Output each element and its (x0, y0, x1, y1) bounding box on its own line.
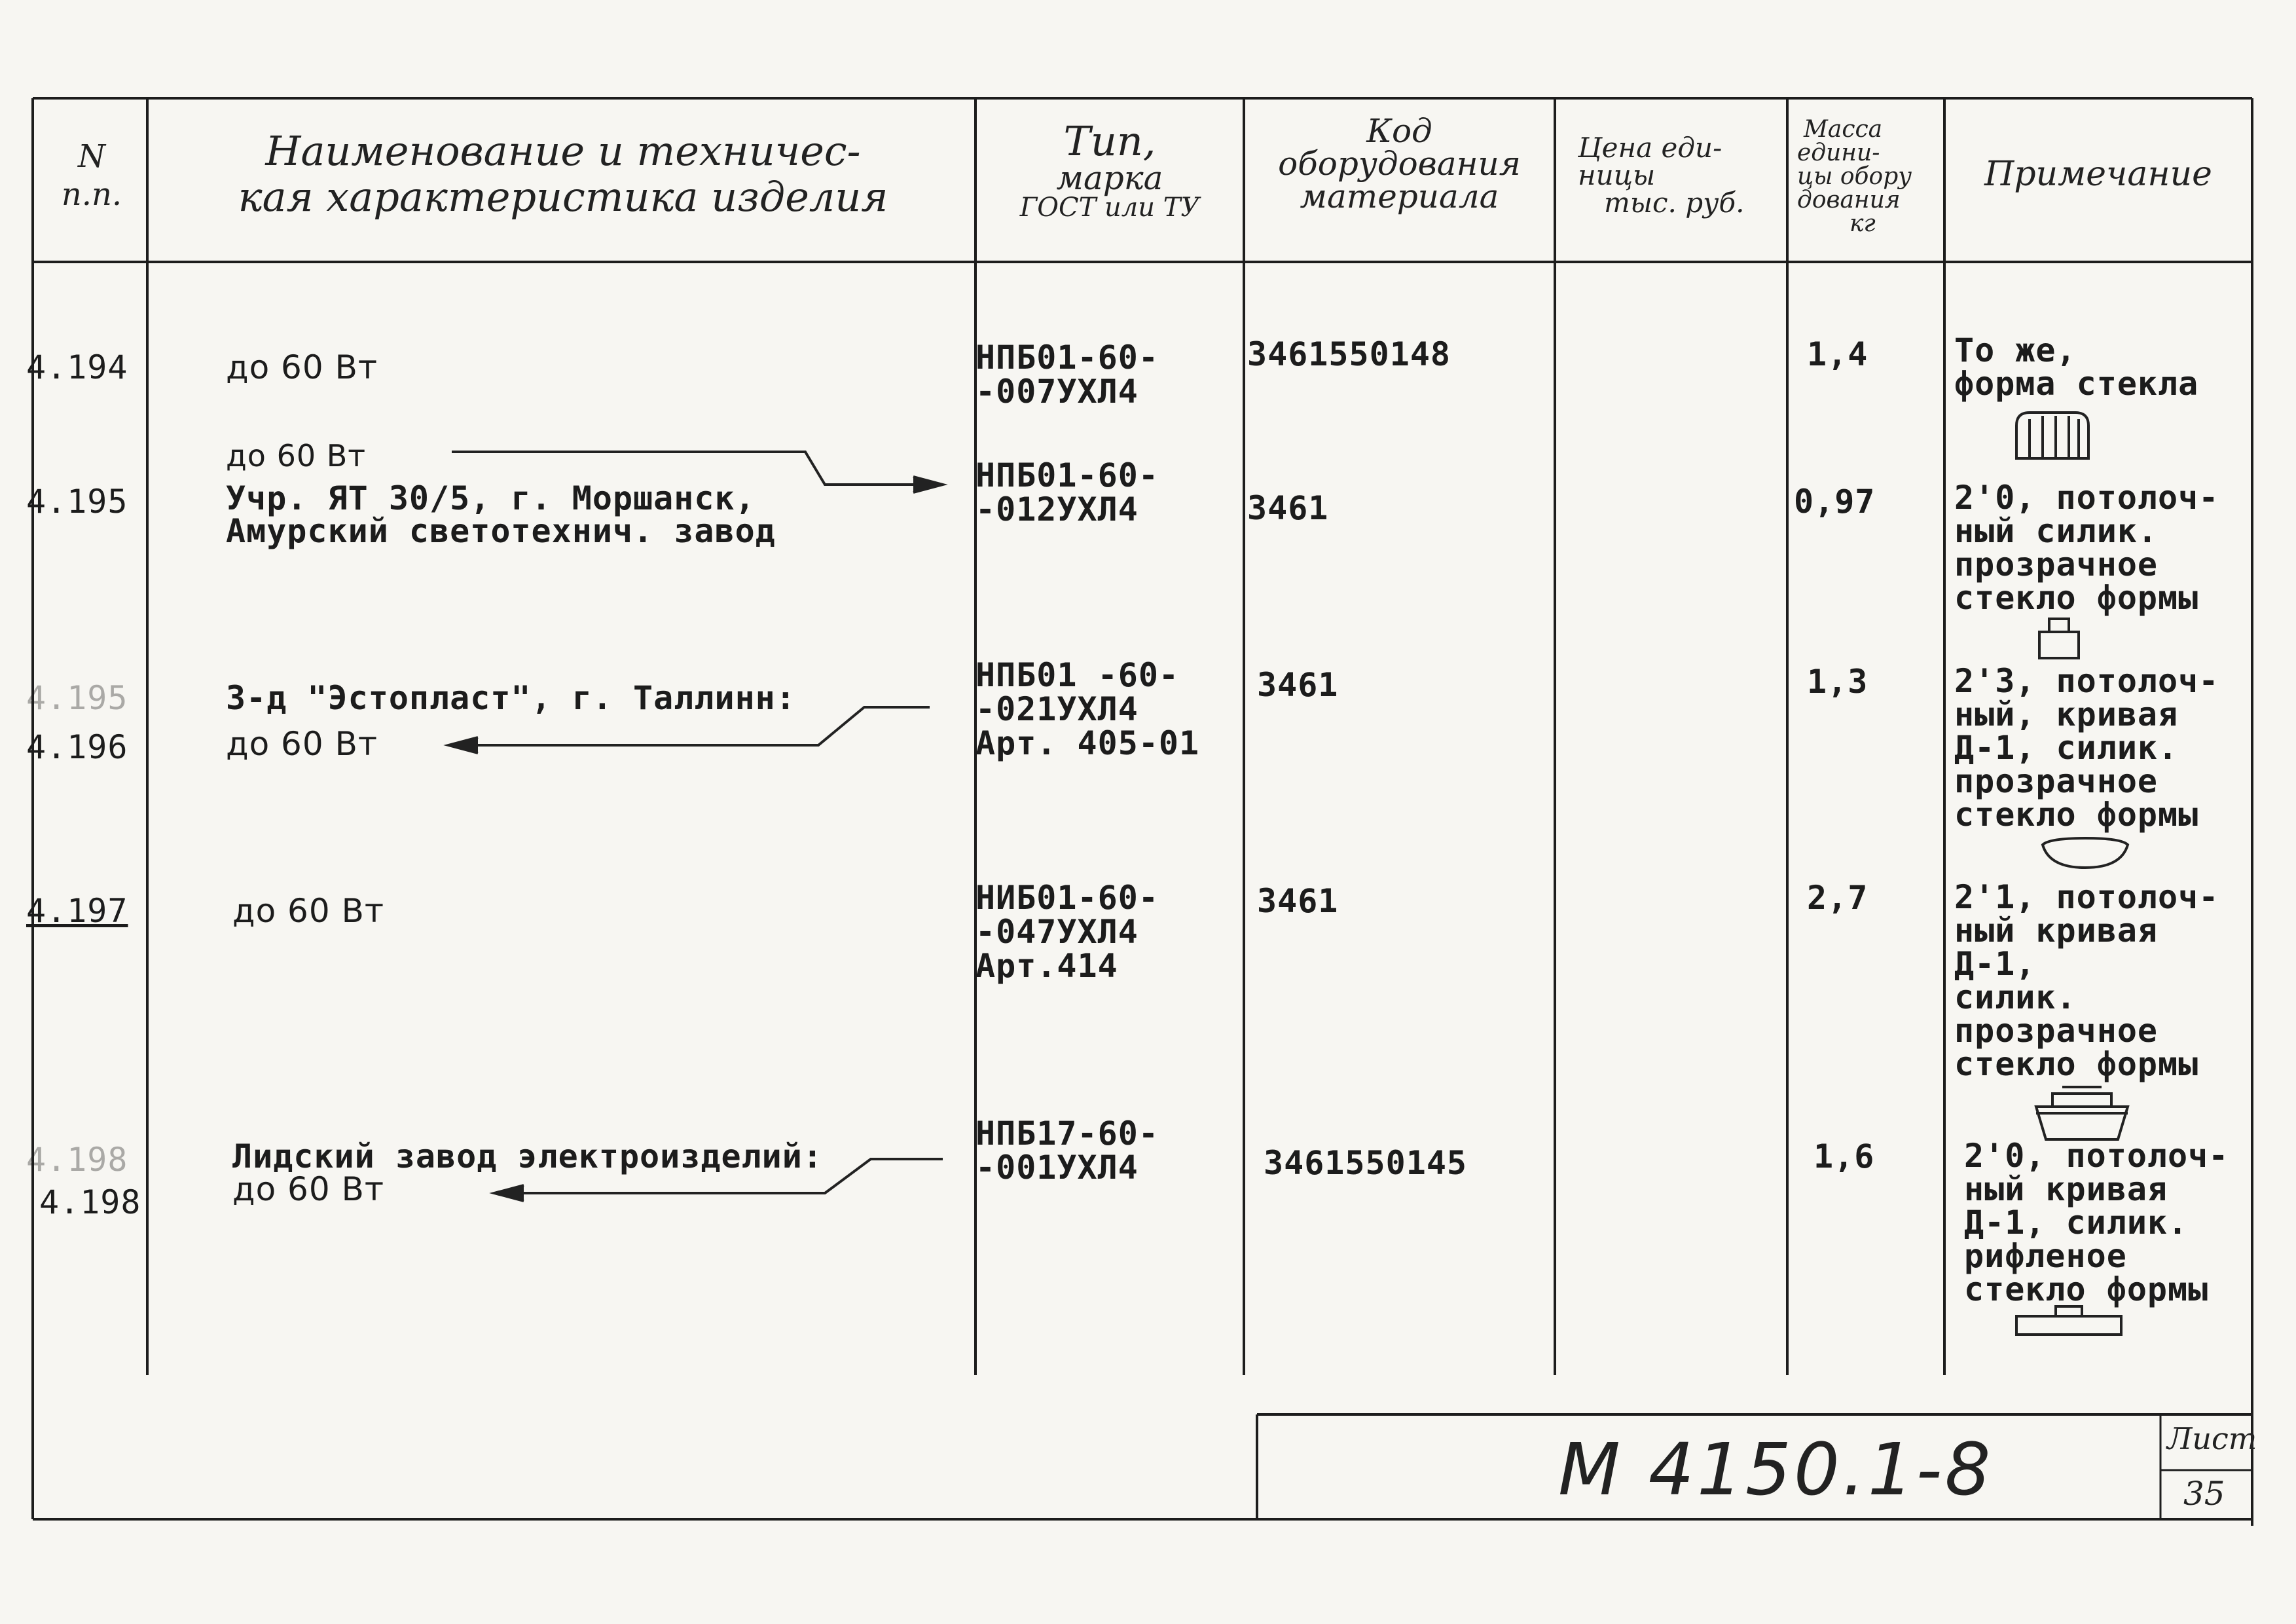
row-2-name-line-2: Амурский светотехнич. завод (226, 512, 776, 550)
row-4-note-line-6: стекло формы (1954, 1045, 2199, 1083)
header-mass-line-4: дования (1797, 187, 1901, 213)
row-4-note-line-4: силик. (1954, 978, 2077, 1016)
row-3-type-line-2: -021УХЛ4 (975, 690, 1139, 728)
row-4-num: 4.197 (26, 892, 128, 930)
header-num-line-2: п.п. (61, 176, 122, 213)
header-type-line-3: ГОСТ или ТУ (1019, 193, 1200, 223)
row-5-note-line-2: ный кривая (1964, 1170, 2168, 1208)
trapezoid-glass-icon (2036, 1087, 2128, 1139)
row-3-type-line-1: НПБ01 -60- (975, 656, 1180, 694)
row-3-note-line-5: стекло формы (1954, 796, 2199, 834)
row-2-note-line-2: ный силик. (1954, 512, 2159, 550)
row-5-type-line-2: -001УХЛ4 (975, 1149, 1139, 1187)
row-3-num-pre: 4.195 (26, 679, 128, 717)
row-4-type-line-3: Арт.414 (975, 947, 1118, 985)
row-2-num: 4.195 (26, 483, 128, 521)
row-3-note-line-3: Д-1, силик. (1954, 729, 2179, 767)
row-1-num: 4.194 (26, 348, 128, 386)
header-code-line-1: Код (1366, 112, 1432, 150)
row-2-arrow (452, 452, 943, 492)
row-2-note-line-1: 2'0, потолоч- (1954, 479, 2219, 517)
header-type-line-1: Тип, (1063, 117, 1156, 165)
row-2-mass: 0,97 (1794, 483, 1876, 521)
header-code-line-3: материала (1300, 177, 1499, 215)
row-1-note-line-1: То же, (1954, 331, 2077, 369)
row-4-type-line-2: -047УХЛ4 (975, 913, 1139, 951)
row-5-arrow (494, 1159, 943, 1201)
row-5-note-line-3: Д-1, силик. (1964, 1204, 2189, 1242)
header-price-line-2: ницы (1578, 159, 1656, 191)
row-4-mass: 2,7 (1807, 879, 1868, 917)
row-3-note-line-1: 2'3, потолоч- (1954, 662, 2219, 700)
oval-glass-icon (2043, 838, 2128, 868)
row-2-note-line-3: прозрачное (1954, 545, 2159, 583)
row-2-type-line-1: НПБ01-60- (975, 456, 1159, 494)
row-4-name: до 60 Вт (232, 892, 384, 930)
row-4-note-line-2: ный кривая (1954, 912, 2159, 950)
row-1-type-line-1: НПБ01-60- (975, 339, 1159, 377)
row-3-arrow (448, 707, 930, 753)
row-2-note-line-4: стекло формы (1954, 579, 2199, 617)
square-glass-icon (2039, 619, 2079, 658)
row-1-type-line-2: -007УХЛ4 (975, 373, 1139, 411)
row-2-type-line-2: -012УХЛ4 (975, 490, 1139, 528)
row-2-code: 3461 (1247, 489, 1329, 527)
row-4-code: 3461 (1257, 882, 1339, 920)
row-5-note-line-1: 2'0, потолоч- (1964, 1137, 2229, 1175)
row-3-num: 4.196 (26, 728, 128, 766)
row-3-type-line-3: Арт. 405-01 (975, 724, 1200, 762)
row-5-name-line-1: Лидский завод электроизделий: (232, 1137, 823, 1175)
header-name-line-2: кая характеристика изделия (238, 173, 888, 221)
header-name-line-1: Наименование и техничес- (265, 127, 861, 175)
header-mass-line-1: Масса (1804, 116, 1883, 143)
row-5-type-line-1: НПБ17-60- (975, 1115, 1159, 1153)
header-note-line-1: Примечание (1984, 155, 2212, 194)
row-4-note-line-5: прозрачное (1954, 1012, 2159, 1050)
header-price-line-1: Цена еди- (1578, 132, 1722, 164)
header-mass-line-2: едини- (1797, 139, 1880, 166)
row-1-name: до 60 Вт (226, 348, 378, 386)
row-2-name-line-1: Учр. ЯТ 30/5, г. Моршанск, (226, 479, 756, 517)
row-5-mass: 1,6 (1813, 1137, 1875, 1175)
header-price-line-3: тыс. руб. (1604, 187, 1745, 219)
row-3-code: 3461 (1257, 666, 1339, 704)
row-4-note-line-1: 2'1, потолоч- (1954, 878, 2219, 916)
row-5-note-line-4: рифленое (1964, 1237, 2127, 1275)
header-num-line-1: N (78, 138, 105, 175)
row-5-code: 3461550145 (1264, 1144, 1468, 1182)
row-1-mass: 1,4 (1807, 335, 1868, 373)
row-5-note-line-5: стекло формы (1964, 1270, 2209, 1308)
header-mass-line-5: кг (1850, 210, 1876, 237)
row-4-note-line-3: Д-1, (1954, 945, 2036, 983)
row-3-note-line-2: ный, кривая (1954, 695, 2179, 733)
header-type-line-2: марка (1056, 159, 1163, 197)
header-mass-line-3: цы обору (1797, 163, 1912, 190)
sheet-number: 35 (2183, 1475, 2225, 1513)
header-code-line-2: оборудования (1278, 145, 1521, 183)
row-3-note-line-4: прозрачное (1954, 762, 2159, 800)
row-2-name-pre: до 60 Вт (226, 438, 367, 473)
row-1-note-line-2: форма стекла (1954, 365, 2199, 403)
row-4-type-line-1: НИБ01-60- (975, 879, 1159, 917)
row-1-code: 3461550148 (1247, 335, 1451, 373)
row-5-name-line-2: до 60 Вт (232, 1170, 384, 1208)
sheet-label: Лист (2167, 1421, 2257, 1456)
row-5-num: 4.198 (39, 1183, 141, 1221)
row-3-mass: 1,3 (1807, 663, 1868, 701)
row-5-num-pre: 4.198 (26, 1141, 128, 1179)
document-code: М 4150.1-8 (1558, 1428, 1994, 1511)
flat-glass-icon (2016, 1306, 2121, 1335)
ribbed-dome-icon (2016, 413, 2088, 458)
row-3-name-line-1: З-д "Эстопласт", г. Таллинн: (226, 679, 796, 717)
row-3-name-line-2: до 60 Вт (226, 725, 378, 763)
